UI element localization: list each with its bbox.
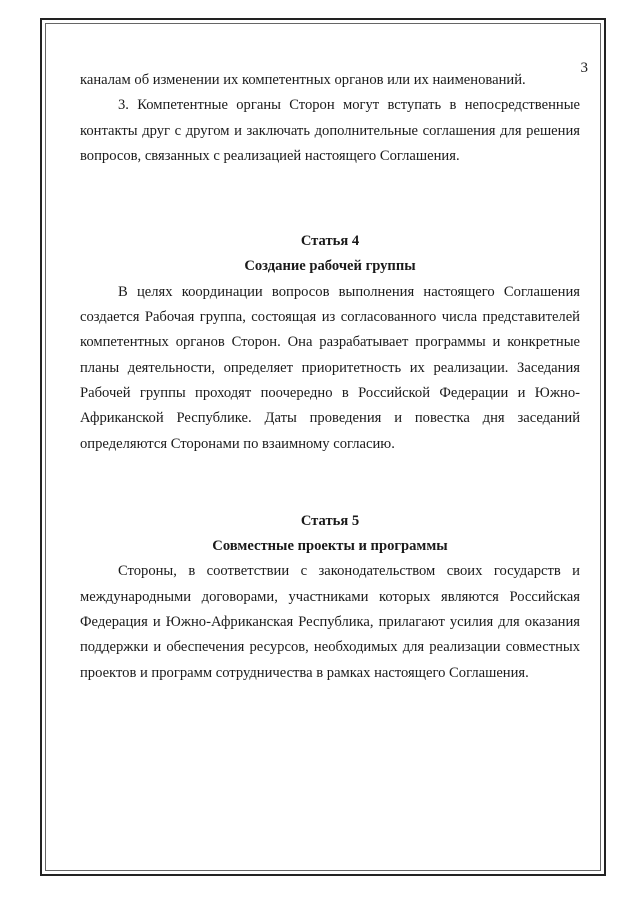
- article-4-title: Создание рабочей группы: [244, 258, 416, 275]
- page-number: 3: [580, 60, 588, 76]
- intro-paragraph-continuation: каналам об изменении их компетентных органов или их наименований.: [80, 72, 526, 88]
- article-5-text: Стороны, в соответствии с законодательством своих государств и международными договорами, участниками которых являются Российская Федерация и Южно-Африканская Республика, прилагают усилия для оказания поддержки и обеспечения ресурсов, необходимых для реализации совместных проектов и программ сотрудничества в рамках настоящего Соглашения.: [80, 563, 580, 681]
- article-5-title: Совместные проекты и программы: [212, 538, 448, 555]
- article-4-label: Статья 4: [300, 233, 360, 250]
- document-body: [80, 68, 580, 686]
- spacer: [80, 457, 580, 509]
- spacer: [80, 169, 580, 229]
- intro-paragraph-3: 3. Компетентные органы Сторон могут вступать в непосредственные контакты друг с другом и заключать дополнительные соглашения для решения вопросов, связанных с реализацией настоящего Соглашения.: [80, 97, 580, 164]
- article-5-label: Статья 5: [300, 512, 360, 529]
- article-4-text: В целях координации вопросов выполнения настоящего Соглашения создается Рабочая группа, состоящая из согласованного числа представителей компетентных органов Сторон. Она разрабатывает программы и конкретные планы деятельности, определяет приоритетность их реализации. Заседания Рабочей группы проходят поочередно в Российской Федерации и Южно-Африканской Республике. Даты проведения и повестка дня заседаний определяются Сторонами по взаимному согласию.: [80, 283, 580, 452]
